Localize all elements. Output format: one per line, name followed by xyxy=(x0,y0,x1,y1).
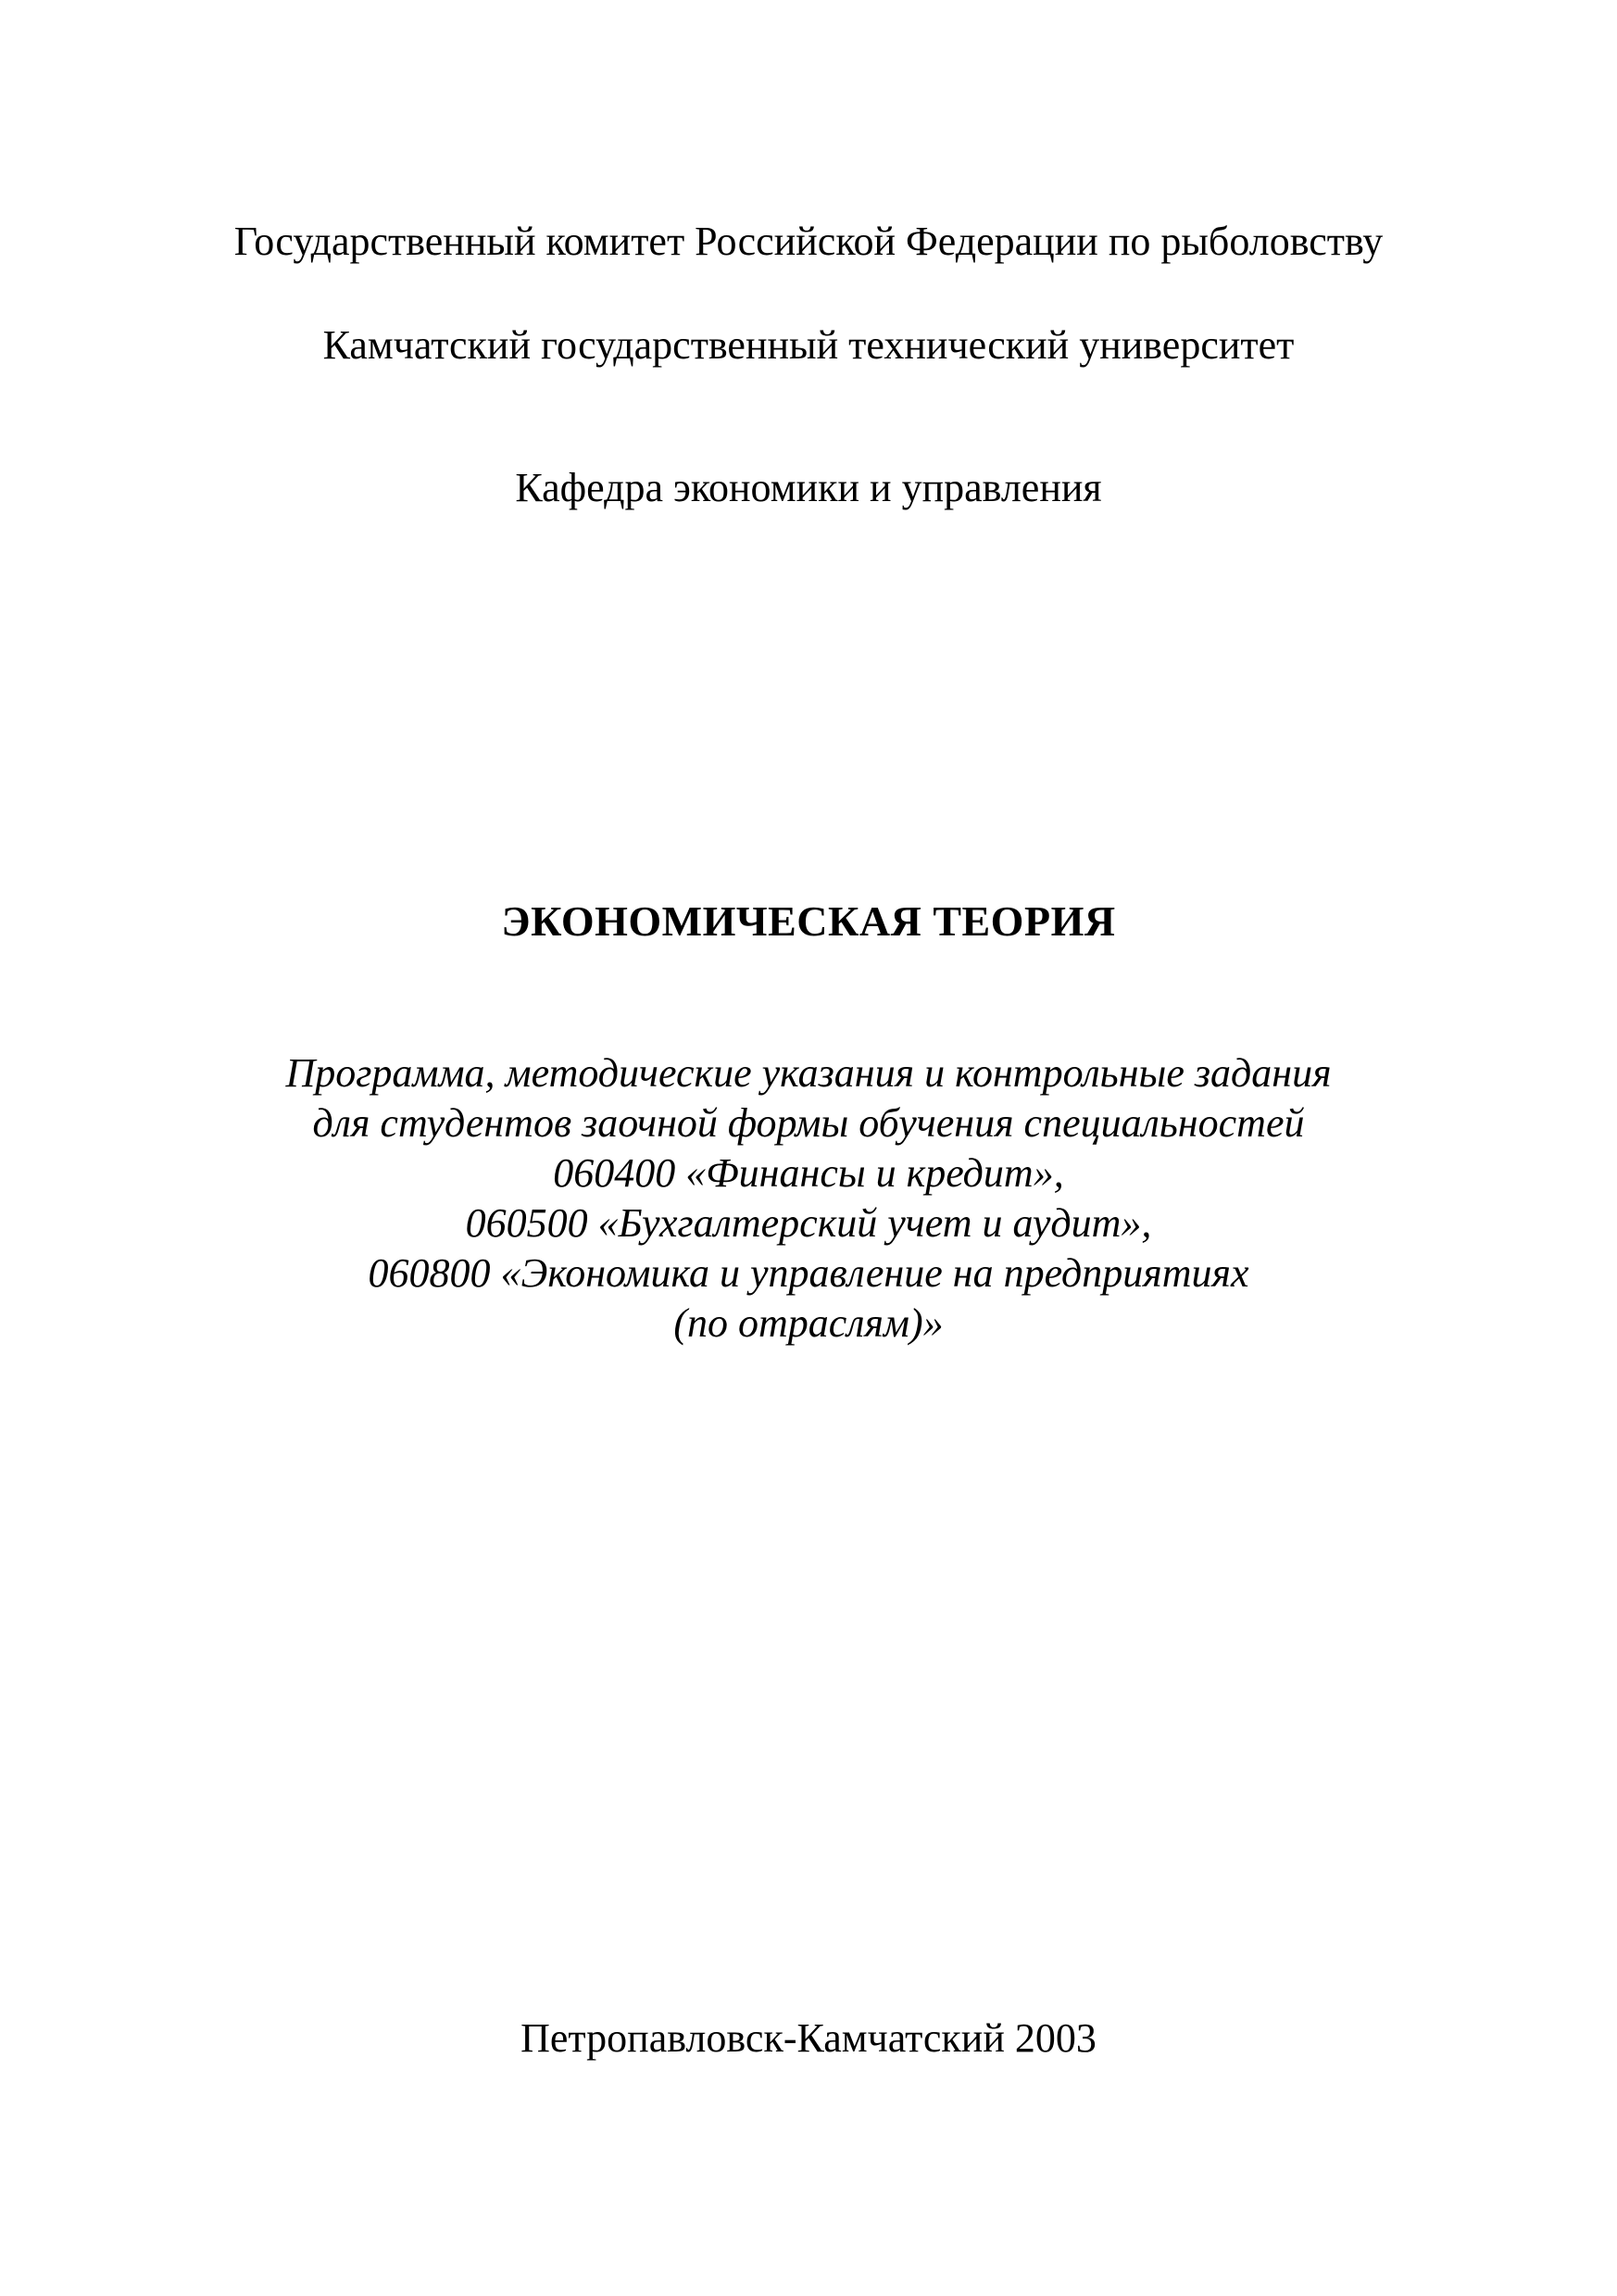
organization-committee: Государственный комитет Российской Федерации по рыболовству xyxy=(233,219,1384,264)
document-subtitle xyxy=(0,1048,1617,1349)
subtitle-line: (по отраслям)» xyxy=(673,1300,944,1346)
subtitle-line: 060800 «Экономика и управление на предприятиях xyxy=(368,1250,1249,1296)
footer-city-year: Петропавловск-Камчатский 2003 xyxy=(520,2015,1097,2061)
subtitle-line: Программа, методические указания и контрольные задания xyxy=(285,1050,1332,1096)
subtitle-line: 060500 «Бухгалтерский учет и аудит», xyxy=(465,1200,1152,1246)
organization-department: Кафедра экономики и управления xyxy=(515,465,1102,510)
subtitle-line: 060400 «Финансы и кредит», xyxy=(553,1150,1064,1196)
document-title: ЭКОНОМИЧЕСКАЯ ТЕОРИЯ xyxy=(501,897,1116,945)
organization-university: Камчатский государственный технический университет xyxy=(322,322,1295,368)
subtitle-line: для студентов заочной формы обучения специальностей xyxy=(312,1100,1305,1146)
